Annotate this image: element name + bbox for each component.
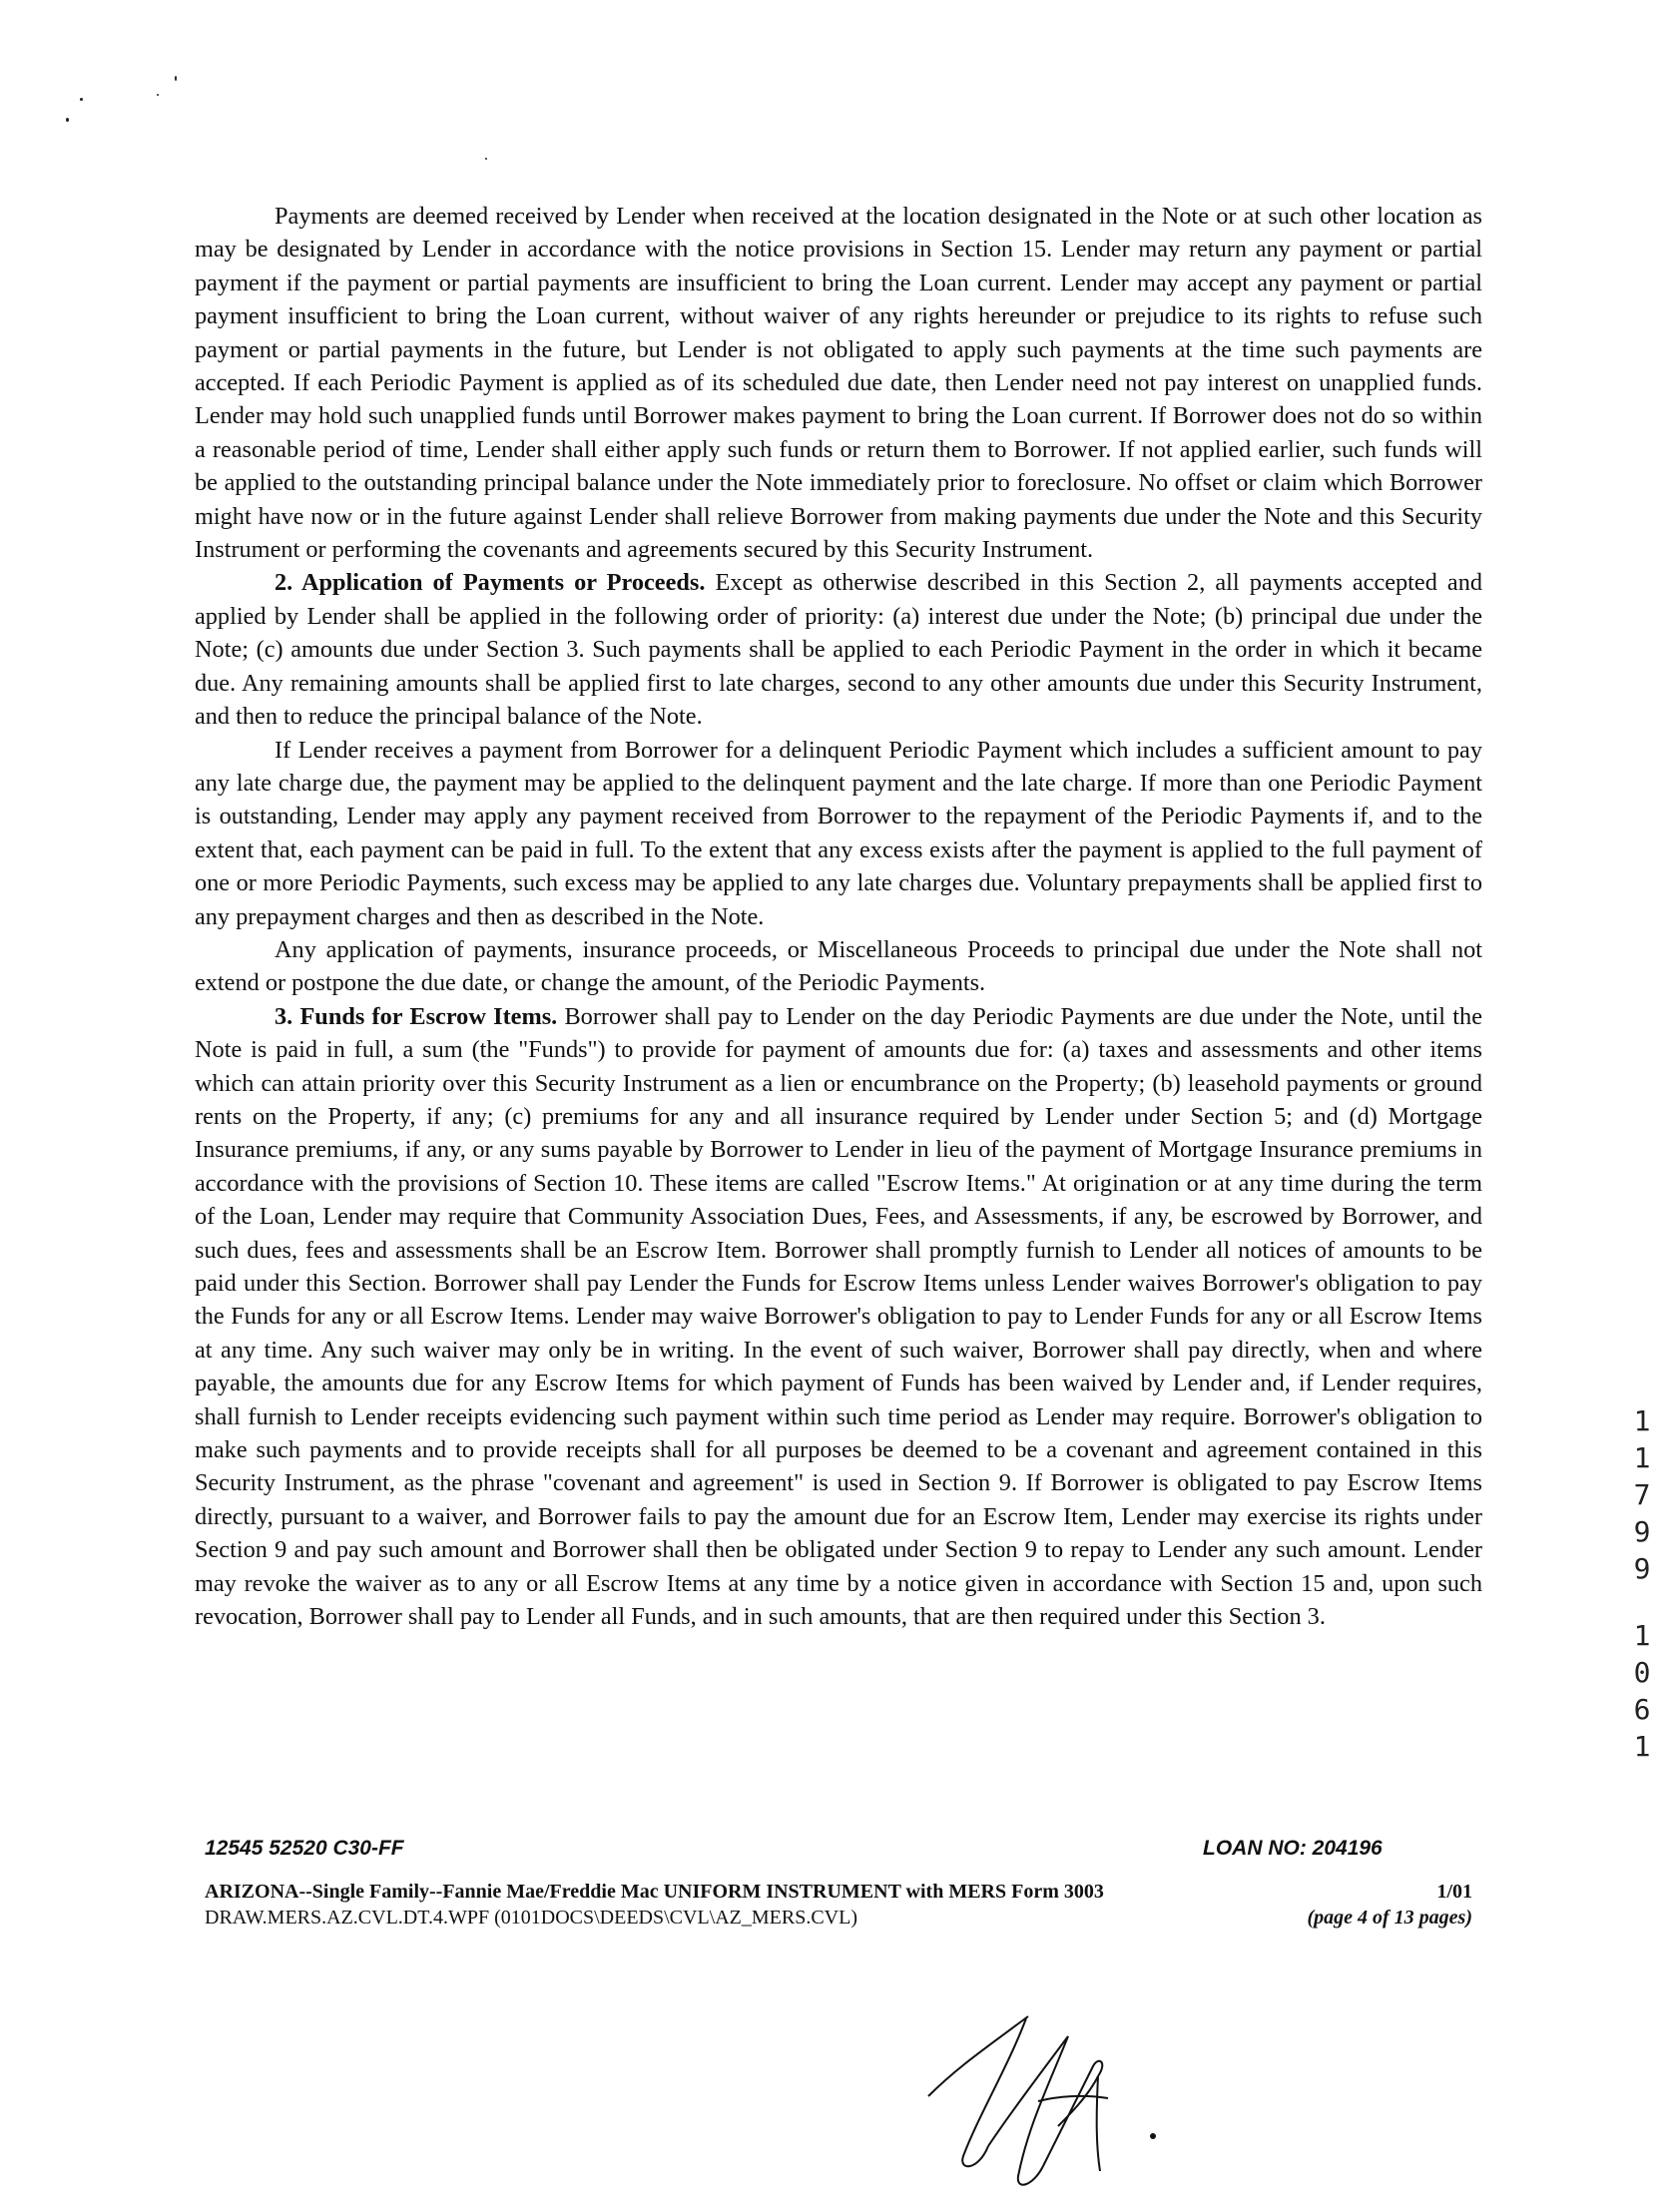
document-body <box>195 200 1482 1633</box>
scan-speck <box>80 98 83 101</box>
stamp-digit: 1 <box>1633 1619 1651 1652</box>
paragraph-application-proceeds <box>195 933 1482 1000</box>
stamp-digit: 6 <box>1633 1693 1651 1726</box>
paragraph-heading: 2. Application of Payments or Proceeds. <box>275 569 706 597</box>
paragraph-text: Any application of payments, insurance proceeds, or Miscellaneous Proceeds to principal due under the Note shall not extend or postpone the due date, or change the amount, of the Periodic Payments. <box>195 935 1482 997</box>
stamp-digit: 1 <box>1633 1404 1651 1437</box>
footer-page-info: (page 4 of 13 pages) <box>1307 1907 1472 1929</box>
scan-speck <box>485 158 487 160</box>
footer-form-title: ARIZONA--Single Family--Fannie Mae/Freddie Mac UNIFORM INSTRUMENT with MERS Form 3003 <box>205 1881 1104 1903</box>
scan-speck <box>175 76 177 81</box>
footer-loan-number: LOAN NO: 204196 <box>1203 1837 1383 1860</box>
stamp-digit: 7 <box>1633 1478 1651 1511</box>
footer-document-id: 12545 52520 C30-FF <box>205 1837 404 1860</box>
footer-form-line <box>205 1881 1472 1904</box>
paragraph-escrow-items <box>195 1000 1482 1634</box>
footer-form-revision: 1/01 <box>1436 1881 1472 1903</box>
stamp-digit: 0 <box>1633 1656 1651 1689</box>
paragraph-heading: 3. Funds for Escrow Items. <box>275 1002 558 1030</box>
paragraph-text: Borrower shall pay to Lender on the day Periodic Payments are due under the Note, until the Note is paid in full, a sum (the "Funds") to provide for payment of amounts due for: (a) taxes and assessments and other items which can attain priority over this Security Instrument as a lien or encumbrance on the Property; (b) leasehold payments or ground rents on the Property, if any; (c) premiums for any and all insurance required by Lender under Section 5; and (d) Mortgage Insurance premiums, if any, or any sums payable by Borrower to Lender in lieu of the payment of Mortgage Insurance premiums in accordance with the provisions of Section 10. These items are called "Escrow Items." At origination or at any time during the term of the Loan, Lender may require that Community Association Dues, Fees, and Assessments, if any, be escrowed by Borrower, and such dues, fees and assessments shall be an Escrow Item. Borrower shall promptly furnish to Lender all notices of amounts to be paid under this Section. Borrower shall pay Lender the Funds for Escrow Items unless Lender waives Borrower's obligation to pay the Funds for any or all Escrow Items. Lender may waive Borrower's obligation to pay to Lender Funds for any or all Escrow Items at any time. Any such waiver may only be in writing. In the event of such waiver, Borrower shall pay directly, when and where payable, the amounts due for any Escrow Items for which payment of Funds has been waived by Lender and, if Lender requires, shall furnish to Lender receipts evidencing such payment within such time period as Lender may require. Borrower's obligation to make such payments and to provide receipts shall for all purposes be deemed to be a covenant and agreement contained in this Security Instrument, as the phrase "covenant and agreement" is used in Section 9. If Borrower is obligated to pay Escrow Items directly, pursuant to a waiver, and Borrower fails to pay the amount due for an Escrow Item, Lender may exercise its rights under Section 9 and pay such amount and Borrower shall then be obligated under Section 9 to repay to Lender any such amount. Lender may revoke the waiver as to any or all Escrow Items at any time by a notice given in accordance with Section 15 and, upon such revocation, Borrower shall pay to Lender all Funds, and in such amounts, that are then required under this Section 3. <box>195 1002 1482 1631</box>
stamp-gap <box>1627 1587 1657 1617</box>
paragraph-text: If Lender receives a payment from Borrower for a delinquent Periodic Payment which includes a sufficient amount to pay any late charge due, the payment may be applied to the delinquent payment and the late charge. If more than one Periodic Payment is outstanding, Lender may apply any payment received from Borrower to the repayment of the Periodic Payments if, and to the extent that, each payment can be paid in full. To the extent that any excess exists after the payment is applied to the full payment of one or more Periodic Payments, such excess may be applied to any late charges due. Voluntary prepayments shall be applied first to any prepayment charges and then as described in the Note. <box>195 736 1482 930</box>
stamp-digit: 1 <box>1633 1441 1651 1474</box>
footer-file-path: DRAW.MERS.AZ.CVL.DT.4.WPF (0101DOCS\DEEDS\CVL\AZ_MERS.CVL) <box>205 1907 857 1929</box>
paragraph-payments-received <box>195 200 1482 566</box>
paragraph-application-of-payments <box>195 566 1482 733</box>
paragraph-text: Except as otherwise described in this Section 2, all payments accepted and applied by Lender shall be applied in the following order of priority: (a) interest due under the Note; (b) principal due under the Note; (c) amounts due under Section 3. Such payments shall be applied to each Periodic Payment in the order in which it became due. Any remaining amounts shall be applied first to late charges, second to any other amounts due under this Security Instrument, and then to reduce the principal balance of the Note. <box>195 569 1482 731</box>
stamp-digit: 1 <box>1633 1730 1651 1763</box>
scan-speck <box>66 118 69 122</box>
footer-path-line <box>205 1907 1472 1930</box>
stamp-digit: 9 <box>1633 1515 1651 1548</box>
scan-speck <box>157 94 159 96</box>
borrower-initials-signature <box>918 2006 1178 2206</box>
recording-stamp <box>1627 1402 1657 1765</box>
paragraph-text: Payments are deemed received by Lender when received at the location designated in the Note or at such other location as may be designated by Lender in accordance with the notice provisions in Section 15. Lender may return any payment or partial payment if the payment or partial payments are insufficient to bring the Loan current. Lender may accept any payment or partial payment insufficient to bring the Loan current, without waiver of any rights hereunder or prejudice to its rights to refuse such payment or partial payments in the future, but Lender is not obligated to apply such payments at the time such payments are accepted. If each Periodic Payment is applied as of its scheduled due date, then Lender need not pay interest on unapplied funds. Lender may hold such unapplied funds until Borrower makes payment to bring the Loan current. If Borrower does not do so within a reasonable period of time, Lender shall either apply such funds or return them to Borrower. If not applied earlier, such funds will be applied to the outstanding principal balance under the Note immediately prior to foreclosure. No offset or claim which Borrower might have now or in the future against Lender shall relieve Borrower from making payments due under the Note and this Security Instrument or performing the covenants and agreements secured by this Security Instrument. <box>195 203 1482 564</box>
stamp-digit: 9 <box>1633 1552 1651 1585</box>
paragraph-delinquent-payment <box>195 734 1482 933</box>
